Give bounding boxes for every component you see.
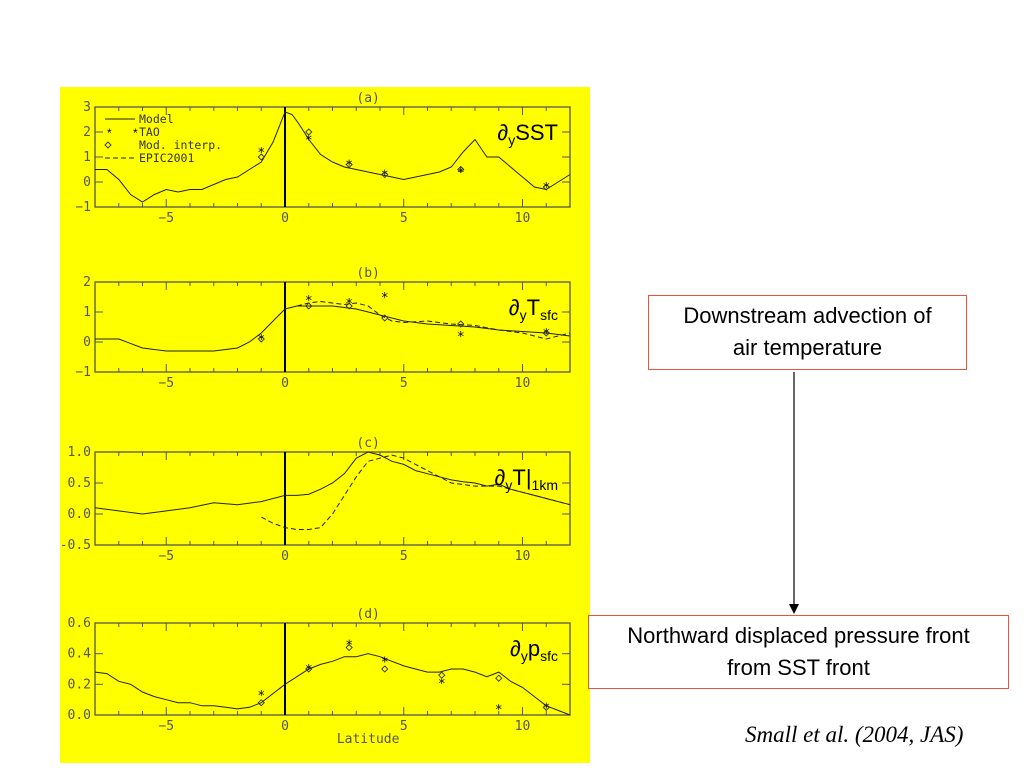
y-tick-label: 0.0 (67, 507, 91, 522)
x-tick-label: −5 (158, 376, 175, 391)
x-axis-label: Latitude (336, 732, 400, 747)
y-tick-label: 1 (83, 150, 91, 165)
panel-annotation: $\partial_yT|_{1km}$ (494, 465, 558, 493)
citation: Small et al. (2004, JAS) (745, 722, 964, 747)
tao-point: * (543, 701, 550, 717)
y-tick-label: 3 (83, 100, 91, 115)
y-tick-label: 0 (83, 335, 91, 350)
tao-point: * (543, 181, 550, 196)
x-tick-label: 5 (399, 211, 408, 226)
legend-epic-label: EPIC2001 (139, 151, 195, 165)
tao-point: * (381, 655, 388, 671)
y-tick-label: 0.0 (67, 708, 91, 723)
y-tick-label: 0 (83, 175, 91, 190)
tao-point: * (258, 146, 265, 161)
x-tick-label: 0 (281, 211, 289, 226)
y-tick-label: −1 (75, 365, 91, 380)
x-tick-label: −5 (158, 549, 175, 564)
y-tick-label: 0.5 (67, 476, 91, 491)
panel-label: (a) (356, 91, 380, 106)
y-tick-label: 2 (83, 275, 91, 290)
tao-point: * (495, 702, 502, 718)
tao-point: * (457, 330, 464, 345)
pressure-box-line1: Northward displaced pressure front (627, 623, 970, 648)
tao-point: * (543, 327, 550, 342)
panel-label: (b) (356, 266, 380, 281)
tao-point: * (345, 638, 353, 654)
x-tick-label: 10 (514, 211, 531, 226)
panel-annotation: $\partial_yT_{sfc}$ (508, 295, 558, 323)
flow-arrowhead (789, 604, 799, 614)
tao-point: * (305, 133, 312, 149)
tao-point: * (438, 676, 445, 692)
advection-box-line2: air temperature (732, 335, 883, 360)
tao-point: * (345, 297, 353, 312)
pressure-box-line2: from SST front (727, 655, 870, 680)
x-tick-label: 10 (514, 376, 531, 391)
x-tick-label: 5 (399, 376, 408, 391)
tao-point: * (305, 294, 312, 309)
legend-tao-swatch: * (133, 126, 138, 140)
x-tick-label: −5 (158, 719, 175, 734)
x-tick-label: 5 (399, 549, 408, 564)
legend-model-label: Model (139, 112, 174, 126)
x-tick-label: 10 (514, 719, 531, 734)
legend-mod-interp-label: Mod. interp. (139, 138, 223, 152)
tao-point: * (381, 168, 388, 184)
y-tick-label: 2 (83, 125, 91, 140)
pressure-front-box (588, 615, 1009, 689)
x-tick-label: 0 (281, 719, 289, 734)
panel-label: (c) (356, 436, 380, 451)
y-tick-label: 0.2 (67, 677, 91, 693)
tao-point: * (381, 291, 388, 306)
x-tick-label: 5 (399, 719, 408, 734)
tao-point: * (457, 166, 464, 181)
tao-point: * (258, 333, 265, 348)
x-tick-label: −5 (158, 211, 175, 226)
tao-point: * (305, 663, 312, 678)
x-tick-label: 0 (281, 549, 289, 564)
legend-tao-swatch: * (107, 126, 112, 140)
y-tick-label: 1.0 (67, 445, 91, 460)
x-tick-label: 10 (514, 549, 531, 564)
y-tick-label: 0.4 (67, 646, 91, 662)
panel-annotation: $\partial_yp_{sfc}$ (509, 636, 558, 664)
legend-tao-label: TAO (139, 125, 160, 139)
x-tick-label: 0 (281, 376, 289, 391)
panel-annotation: $\partial_ySST$ (497, 120, 558, 148)
advection-box-line1: Downstream advection of (683, 303, 932, 328)
y-tick-label: 1 (83, 305, 91, 320)
tao-point: * (258, 689, 265, 705)
y-tick-label: −1 (75, 200, 91, 215)
panel-label: (d) (356, 607, 380, 622)
y-tick-label: -0.5 (60, 538, 91, 553)
y-tick-label: 0.6 (67, 616, 91, 631)
tao-point: * (345, 158, 353, 174)
advection-box (648, 295, 967, 370)
